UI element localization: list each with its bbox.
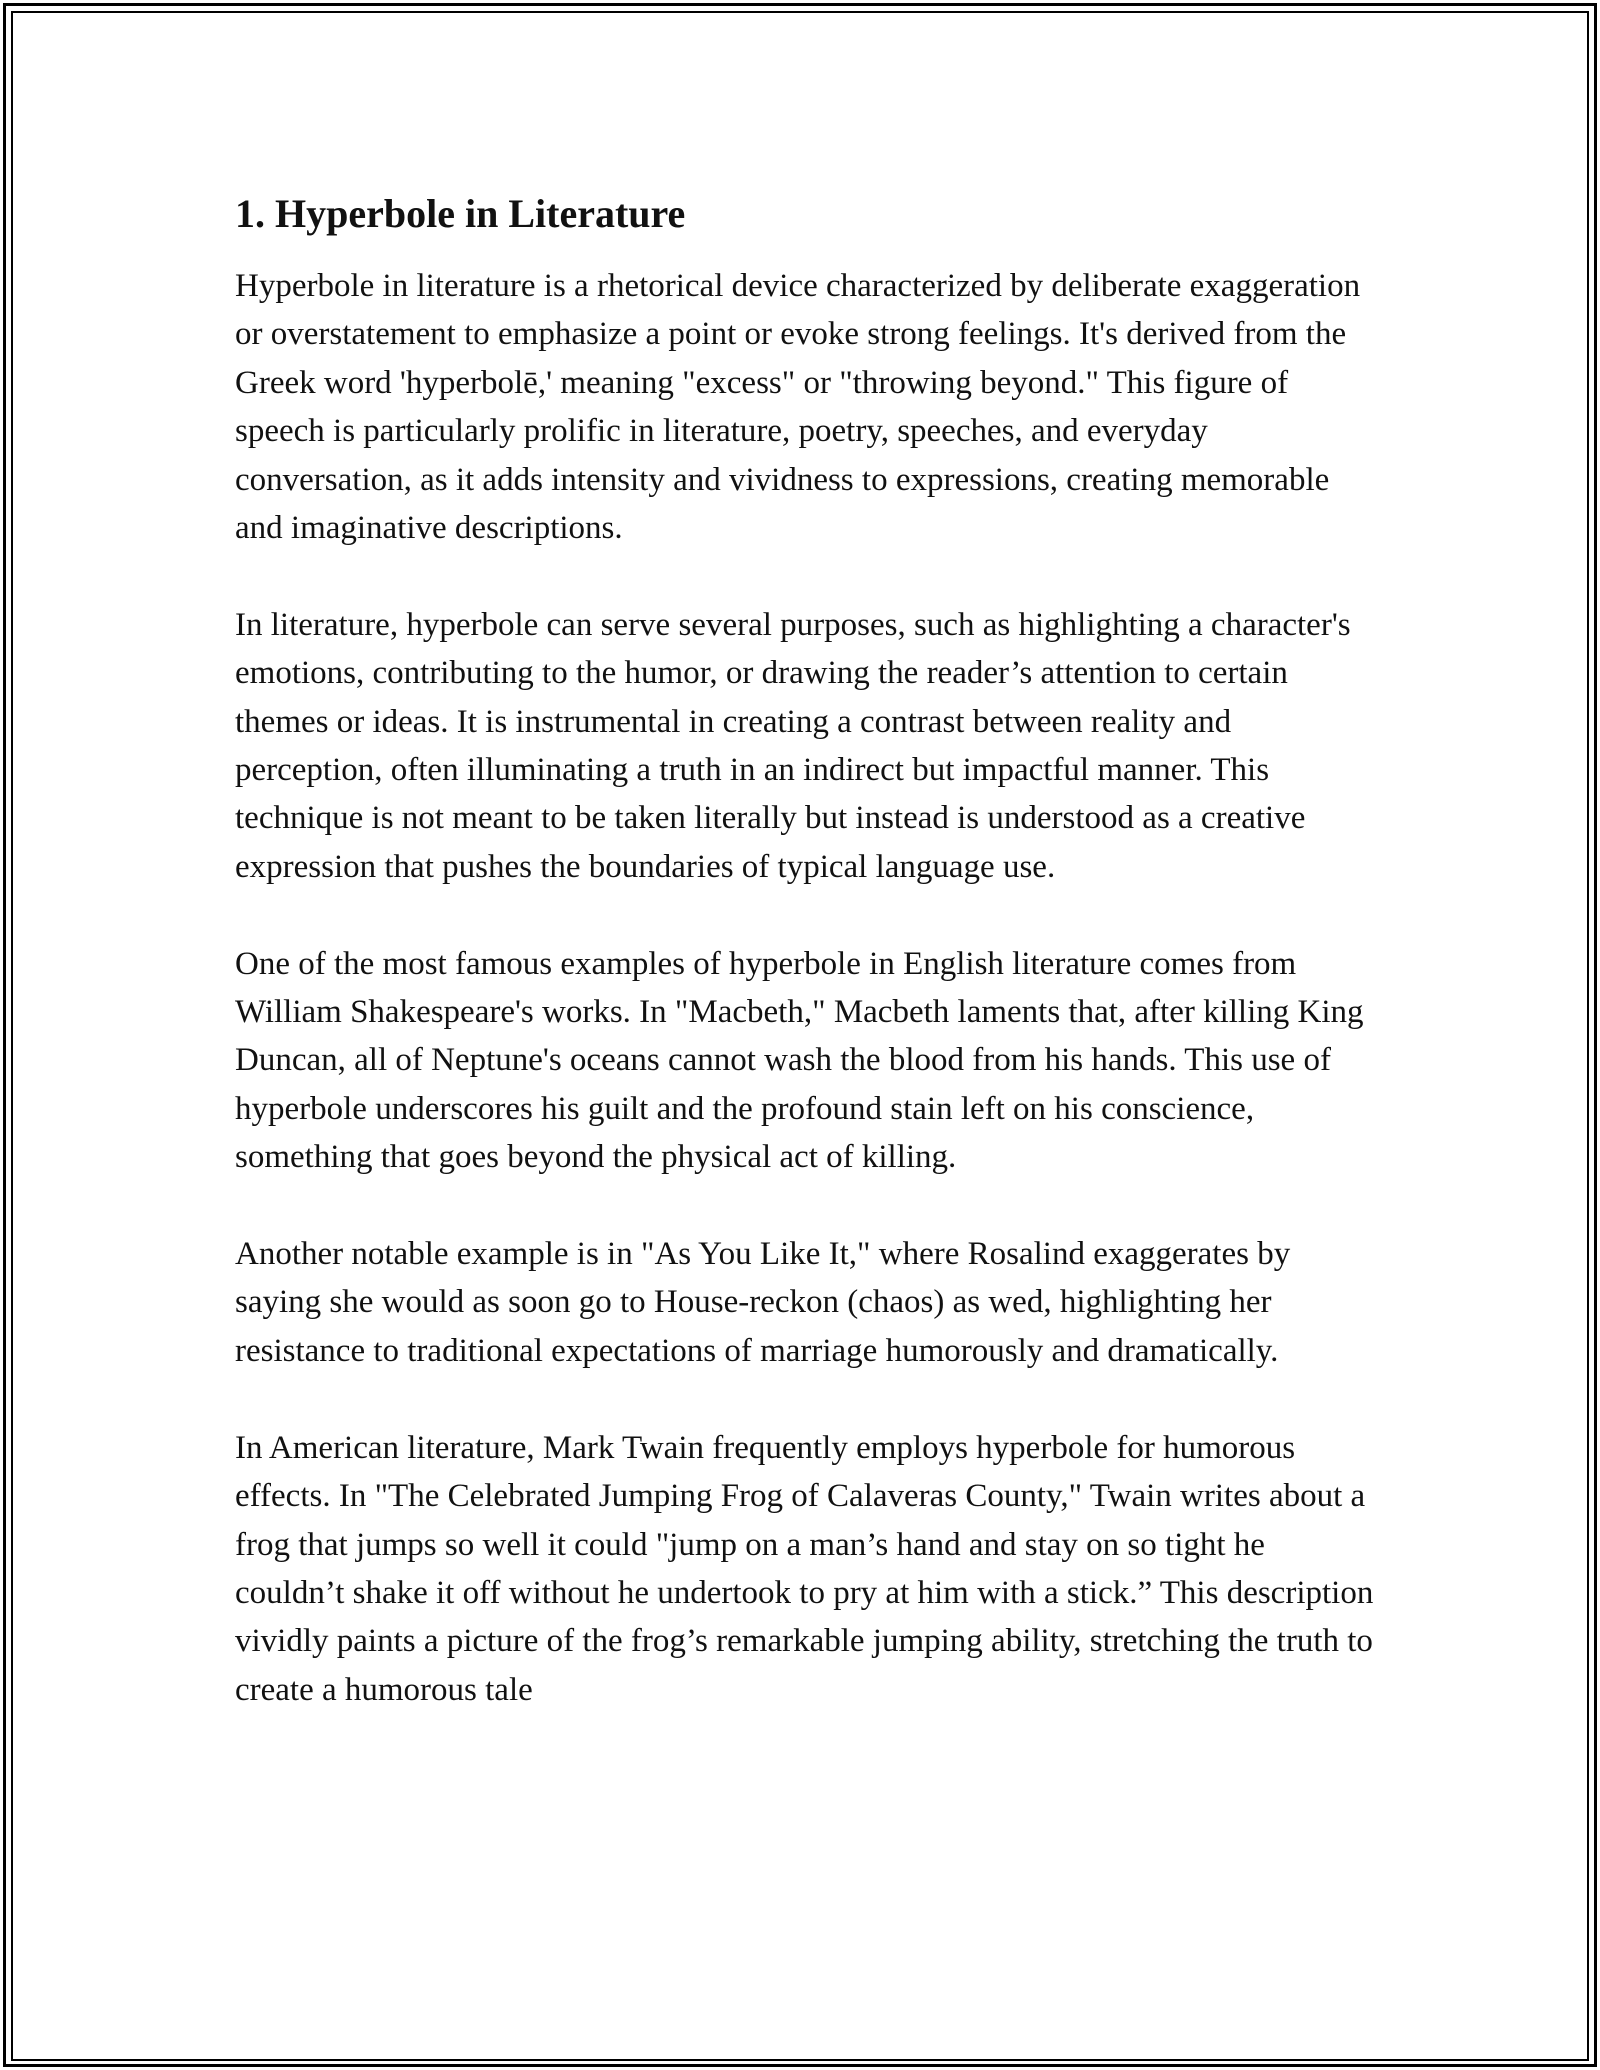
document-body [235,186,1375,1714]
paragraph-definition: Hyperbole in literature is a rhetorical device characterized by deliberate exaggeration or overstatement to emphasize a point or evoke strong feelings. It's derived from the Greek word 'hyperbolē,' meaning "excess" or "throwing beyond." This figure of speech is particularly prolific in literature, poetry, speeches, and everyday conversation, as it adds intensity and vividness to expressions, creating memorable and imaginative descriptions. [235,268,1361,547]
paragraph-as-you-like-it-example: Another notable example is in "As You Like It," where Rosalind exaggerates by saying she would as soon go to House-reckon (chaos) as wed, highlighting her resistance to traditional expectations of marriage humorously and dramatically. [235,1236,1291,1369]
section-title: 1. Hyperbole in Literature [235,191,686,236]
paragraph-macbeth-example: One of the most famous examples of hyperbole in English literature comes from William Shakespeare's works. In "Macbeth," Macbeth laments that, after killing King Duncan, all of Neptune's oceans cannot wash the blood from his hands. This use of hyperbole underscores his guilt and the profound stain left on his conscience, something that goes beyond the physical act of killing. [235,945,1364,1176]
paragraph-twain-example: In American literature, Mark Twain frequently employs hyperbole for humorous effects. In "The Celebrated Jumping Frog of Calaveras County," Twain writes about a frog that jumps so well it could "jump on a man’s hand and stay on so tight he couldn’t shake it off without he undertook to pry at him with a stick.” This description vividly paints a picture of the frog’s remarkable jumping ability, stretching the truth to create a humorous tale [235,1429,1374,1708]
paragraph-purposes: In literature, hyperbole can serve several purposes, such as highlighting a character's emotions, contributing to the humor, or drawing the reader’s attention to certain themes or ideas. It is instrumental in creating a contrast between reality and perception, often illuminating a truth in an indirect but impactful manner. This technique is not meant to be taken literally but instead is understood as a creative expression that pushes the boundaries of typical language use. [235,606,1351,885]
